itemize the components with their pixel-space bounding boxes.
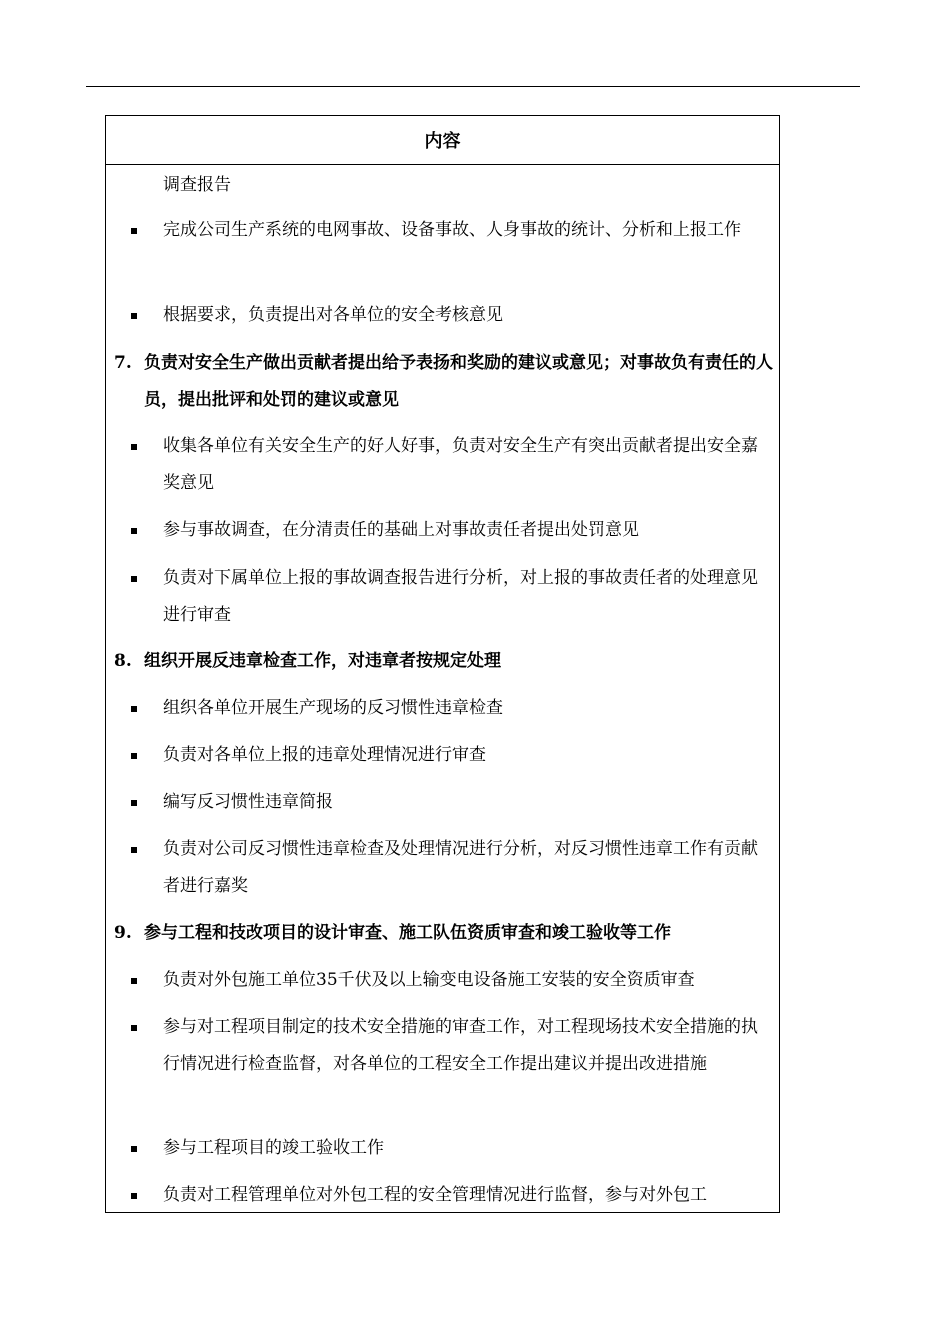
content-table xyxy=(105,115,780,1213)
list-item: 负责对各单位上报的违章处理情况进行审查 xyxy=(126,737,771,774)
square-bullet-icon xyxy=(131,753,137,759)
square-bullet-icon xyxy=(131,228,137,234)
table-header: 内容 xyxy=(106,116,779,165)
list-item: 收集各单位有关安全生产的好人好事，负责对安全生产有突出贡献者提出安全嘉奖意见 xyxy=(126,428,771,502)
square-bullet-icon xyxy=(131,1193,137,1199)
list-item: 参与工程项目的竣工验收工作 xyxy=(126,1130,771,1167)
square-bullet-icon xyxy=(131,1025,137,1031)
square-bullet-icon xyxy=(131,444,137,450)
list-item: 完成公司生产系统的电网事故、设备事故、人身事故的统计、分析和上报工作 xyxy=(126,212,771,249)
list-item: 编写反习惯性违章简报 xyxy=(126,784,771,821)
list-item: 负责对外包施工单位35千伏及以上输变电设备施工安装的安全资质审查 xyxy=(126,962,771,999)
square-bullet-icon xyxy=(131,528,137,534)
numbered-heading: 7. 负责对安全生产做出贡献者提出给予表扬和奖励的建议或意见；对事故负有责任的人员，提出批评和处罚的建议或意见 xyxy=(114,353,773,410)
square-bullet-icon xyxy=(131,313,137,319)
square-bullet-icon xyxy=(131,706,137,712)
square-bullet-icon xyxy=(131,800,137,806)
numbered-heading: 9. 参与工程和技改项目的设计审查、施工队伍资质审查和竣工验收等工作 xyxy=(114,923,671,943)
list-item: 根据要求，负责提出对各单位的安全考核意见 xyxy=(126,297,771,334)
list-item: 参与事故调查，在分清责任的基础上对事故责任者提出处罚意见 xyxy=(126,512,771,549)
continuation-text: 调查报告 xyxy=(163,175,231,195)
list-item: 负责对公司反习惯性违章检查及处理情况进行分析，对反习惯性违章工作有贡献者进行嘉奖 xyxy=(126,831,771,905)
list-item: 负责对下属单位上报的事故调查报告进行分析，对上报的事故责任者的处理意见进行审查 xyxy=(126,560,771,634)
square-bullet-icon xyxy=(131,576,137,582)
square-bullet-icon xyxy=(131,978,137,984)
numbered-heading: 8. 组织开展反违章检查工作，对违章者按规定处理 xyxy=(114,651,501,671)
square-bullet-icon xyxy=(131,847,137,853)
page-top-rule xyxy=(86,86,860,87)
list-item: 负责对工程管理单位对外包工程的安全管理情况进行监督，参与对外包工 xyxy=(126,1177,771,1214)
list-item: 组织各单位开展生产现场的反习惯性违章检查 xyxy=(126,690,771,727)
square-bullet-icon xyxy=(131,1146,137,1152)
list-item: 参与对工程项目制定的技术安全措施的审查工作，对工程现场技术安全措施的执行情况进行检查监督，对各单位的工程安全工作提出建议并提出改进措施 xyxy=(126,1009,771,1083)
